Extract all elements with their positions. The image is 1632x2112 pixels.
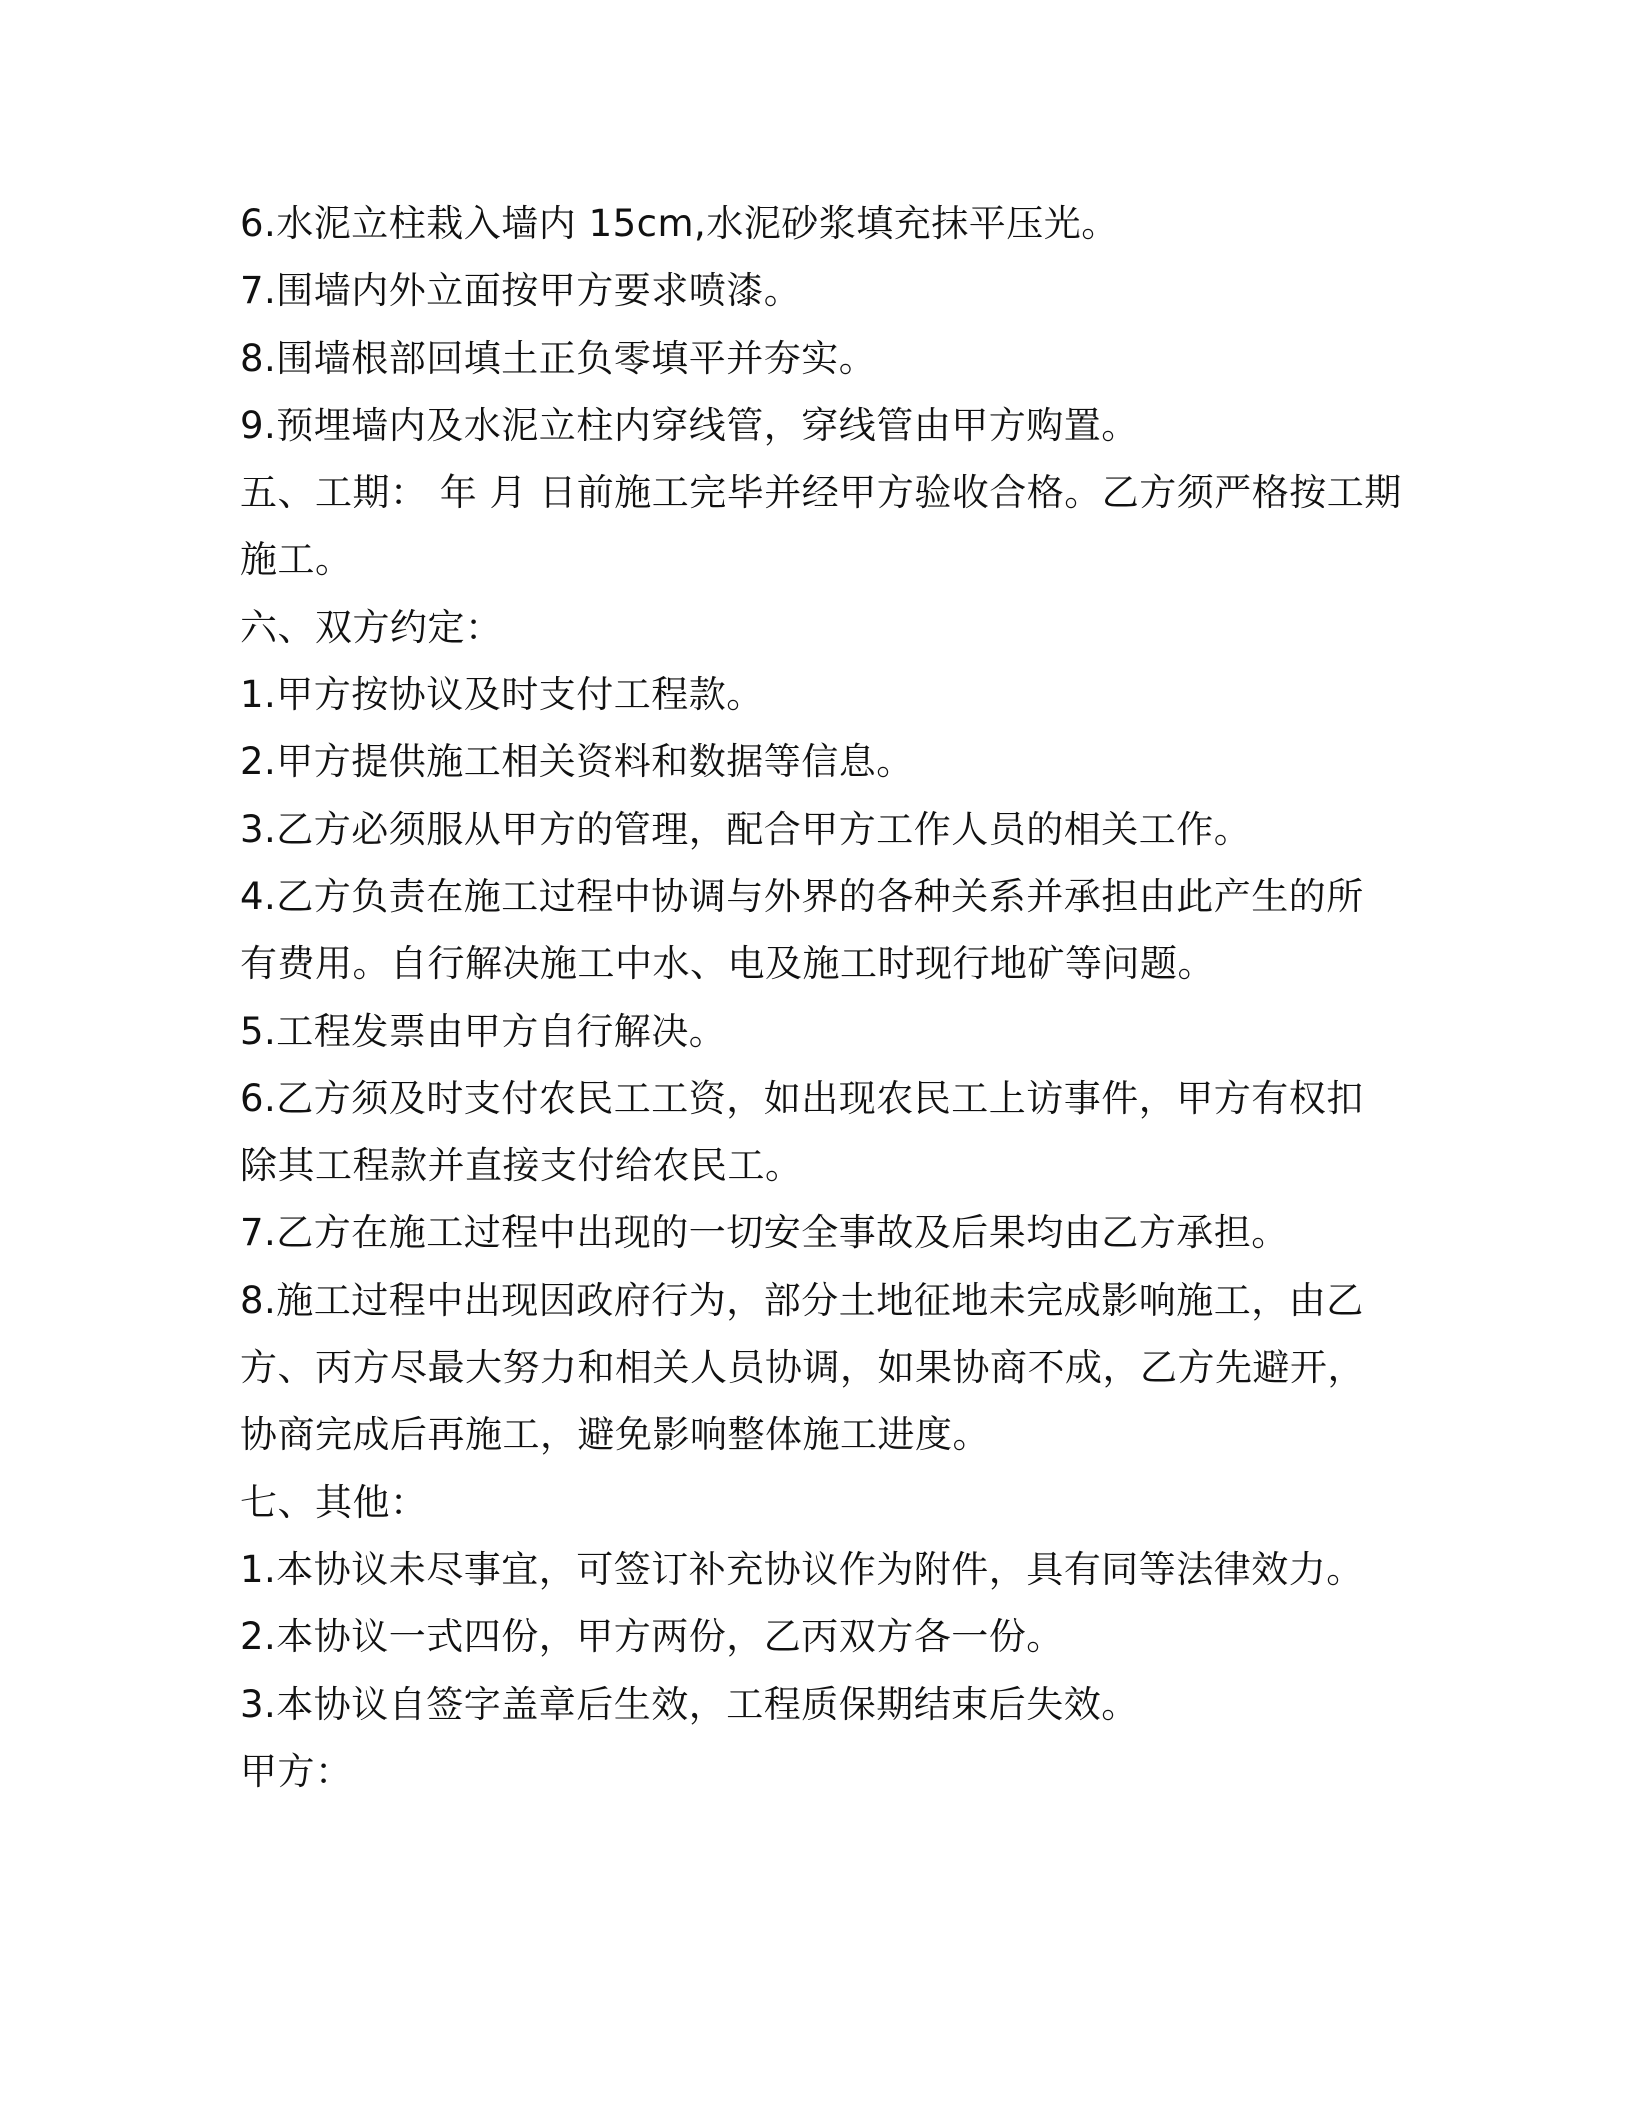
clause-line: 有费用。自行解决施工中水、电及施工时现行地矿等问题。: [240, 942, 1215, 986]
clause-line: 除其工程款并直接支付给农民工。: [240, 1144, 803, 1188]
clause-line: 7.围墙内外立面按甲方要求喷漆。: [240, 269, 802, 313]
section-heading-other: 七、其他：: [240, 1480, 428, 1524]
clause-line: 8.围墙根部回填土正负零填平并夯实。: [240, 336, 877, 380]
clause-line: 协商完成后再施工，避免影响整体施工进度。: [240, 1413, 990, 1457]
section-heading-schedule: 五、工期： 年 月 日前施工完毕并经甲方验收合格。乙方须严格按工期: [240, 471, 1402, 515]
clause-line: 2.本协议一式四份，甲方两份，乙丙双方各一份。: [240, 1615, 1064, 1659]
clause-line: 8.施工过程中出现因政府行为，部分土地征地未完成影响施工，由乙: [240, 1278, 1364, 1322]
clause-line: 3.乙方必须服从甲方的管理，配合甲方工作人员的相关工作。: [240, 807, 1252, 851]
clause-line: 施工。: [240, 538, 353, 582]
clause-line: 2.甲方提供施工相关资料和数据等信息。: [240, 740, 914, 784]
clause-line: 3.本协议自签字盖章后生效，工程质保期结束后失效。: [240, 1682, 1139, 1726]
party-a-signature-label: 甲方：: [240, 1749, 353, 1793]
clause-line: 方、丙方尽最大努力和相关人员协调，如果协商不成，乙方先避开，: [240, 1346, 1365, 1390]
clause-line: 7.乙方在施工过程中出现的一切安全事故及后果均由乙方承担。: [240, 1211, 1289, 1255]
clause-line: 4.乙方负责在施工过程中协调与外界的各种关系并承担由此产生的所: [240, 874, 1364, 918]
section-heading-agreements: 六、双方约定：: [240, 605, 503, 649]
clause-line: 9.预埋墙内及水泥立柱内穿线管，穿线管由甲方购置。: [240, 403, 1139, 447]
clause-line: 1.甲方按协议及时支付工程款。: [240, 673, 764, 717]
clause-line: 6.乙方须及时支付农民工工资，如出现农民工上访事件，甲方有权扣: [240, 1076, 1364, 1120]
document-body: [240, 190, 1410, 1805]
clause-line: 6.水泥立柱栽入墙内 15cm,水泥砂浆填充抹平压光。: [240, 202, 1119, 245]
clause-line: 5.工程发票由甲方自行解决。: [240, 1009, 727, 1053]
clause-line: 1.本协议未尽事宜，可签订补充协议作为附件，具有同等法律效力。: [240, 1547, 1364, 1591]
